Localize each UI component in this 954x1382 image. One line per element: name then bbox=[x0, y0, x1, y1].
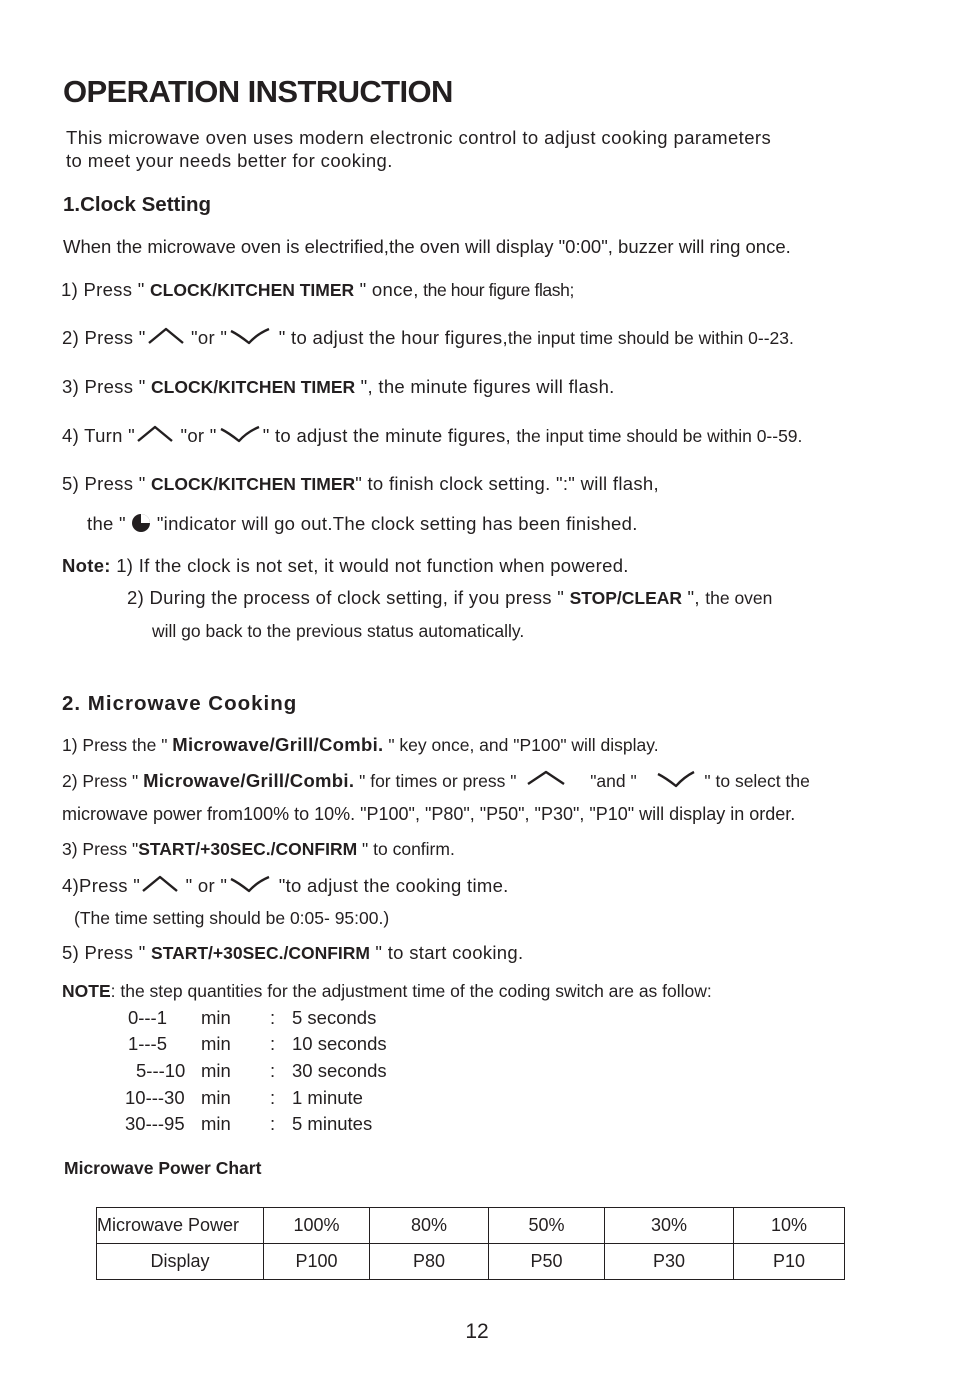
stop-clear-key: STOP/CLEAR bbox=[569, 588, 683, 608]
display-cell: P100 bbox=[264, 1244, 370, 1280]
power-cell: 100% bbox=[264, 1208, 370, 1244]
down-arrow-icon bbox=[227, 325, 273, 347]
display-cell: P80 bbox=[370, 1244, 489, 1280]
page-title: OPERATION INSTRUCTION bbox=[63, 74, 453, 109]
display-cell: P10 bbox=[734, 1244, 845, 1280]
intro-line-2: to meet your needs better for cooking. bbox=[66, 150, 393, 171]
microwave-grill-combi-key: Microwave/Grill/Combi. bbox=[143, 770, 355, 791]
microwave-step-4: 4)Press " " or " "to adjust the cooking time. bbox=[62, 875, 509, 896]
down-arrow-icon bbox=[227, 873, 273, 895]
step-quantities-note: NOTE: the step quantities for the adjustment time of the coding switch are as follow: bbox=[62, 981, 712, 1001]
up-arrow-icon bbox=[146, 325, 186, 347]
microwave-grill-combi-key: Microwave/Grill/Combi. bbox=[172, 734, 384, 755]
clock-indicator-icon bbox=[131, 513, 151, 533]
clock-note-1: Note: 1) If the clock is not set, it would not function when powered. bbox=[62, 555, 629, 576]
note-label: NOTE bbox=[62, 981, 111, 1001]
clock-step-2: 2) Press " "or " " to adjust the hour figures,the input time should be within 0--23. bbox=[62, 327, 794, 348]
note-label: Note: bbox=[62, 555, 111, 576]
power-cell: 50% bbox=[489, 1208, 605, 1244]
start-confirm-key: START/+30SEC./CONFIRM bbox=[151, 943, 370, 963]
microwave-step-5: 5) Press " START/+30SEC./CONFIRM " to start cooking. bbox=[62, 942, 524, 963]
clock-setting-heading: 1.Clock Setting bbox=[63, 193, 212, 216]
clock-step-5-continued: the " "indicator will go out.The clock setting has been finished. bbox=[87, 513, 638, 534]
step-row: 5---10 min : 30 seconds bbox=[136, 1060, 387, 1081]
power-cell: 30% bbox=[605, 1208, 734, 1244]
clock-step-5: 5) Press " CLOCK/KITCHEN TIMER" to finish clock setting. ":" will flash, bbox=[62, 473, 659, 494]
microwave-step-4-note: (The time setting should be 0:05- 95:00.) bbox=[74, 908, 390, 928]
microwave-step-1: 1) Press the " Microwave/Grill/Combi. " key once, and "P100" will display. bbox=[62, 734, 659, 755]
display-cell: P50 bbox=[489, 1244, 605, 1280]
clock-note-3: will go back to the previous status automatically. bbox=[152, 621, 525, 641]
power-chart-table bbox=[96, 1207, 845, 1280]
step-row: 0---1 min : 5 seconds bbox=[127, 1007, 377, 1028]
down-arrow-icon bbox=[654, 768, 698, 790]
intro-line-1: This microwave oven uses modern electronic control to adjust cooking parameters bbox=[66, 127, 772, 148]
clock-step-3: 3) Press " CLOCK/KITCHEN TIMER ", the minute figures will flash. bbox=[62, 376, 615, 397]
display-cell: P30 bbox=[605, 1244, 734, 1280]
clock-kitchen-timer-key: CLOCK/KITCHEN TIMER bbox=[151, 377, 356, 397]
start-confirm-key: START/+30SEC./CONFIRM bbox=[138, 839, 358, 859]
microwave-step-3: 3) Press "START/+30SEC./CONFIRM " to confirm. bbox=[62, 839, 455, 859]
microwave-step-2-continued: microwave power from100% to 10%. "P100", "P80", "P50", "P30", "P10" will display in order. bbox=[62, 804, 796, 824]
down-arrow-icon bbox=[217, 423, 263, 445]
step-row: 10---30 min : 1 minute bbox=[125, 1087, 363, 1108]
up-arrow-icon bbox=[135, 423, 175, 445]
power-cell: 10% bbox=[734, 1208, 845, 1244]
clock-step-4: 4) Turn " "or " " to adjust the minute figures, the input time should be within 0--59. bbox=[62, 425, 803, 446]
power-row bbox=[97, 1208, 845, 1244]
clock-kitchen-timer-key: CLOCK/KITCHEN TIMER bbox=[150, 280, 355, 300]
microwave-step-2: 2) Press " Microwave/Grill/Combi. " for times or press " "and " " to select the bbox=[62, 770, 810, 791]
power-row-label: Microwave Power bbox=[97, 1208, 264, 1244]
up-arrow-icon bbox=[525, 768, 567, 790]
microwave-cooking-heading: 2. Microwave Cooking bbox=[62, 692, 298, 715]
step-row: 1---5 min : 10 seconds bbox=[127, 1033, 387, 1054]
power-chart-title: Microwave Power Chart bbox=[64, 1158, 262, 1178]
display-row bbox=[97, 1244, 845, 1280]
clock-step-1: 1) Press " CLOCK/KITCHEN TIMER " once, the hour figure flash; bbox=[61, 279, 574, 300]
up-arrow-icon bbox=[140, 873, 180, 895]
clock-kitchen-timer-key: CLOCK/KITCHEN TIMER bbox=[151, 474, 356, 494]
display-row-label: Display bbox=[97, 1244, 264, 1280]
page-number: 12 bbox=[465, 1320, 489, 1343]
clock-intro: When the microwave oven is electrified,the oven will display "0:00", buzzer will ring once. bbox=[63, 236, 791, 257]
power-cell: 80% bbox=[370, 1208, 489, 1244]
clock-note-2: 2) During the process of clock setting, if you press " STOP/CLEAR ", the oven bbox=[127, 587, 773, 608]
step-row: 30---95 min : 5 minutes bbox=[125, 1113, 373, 1134]
